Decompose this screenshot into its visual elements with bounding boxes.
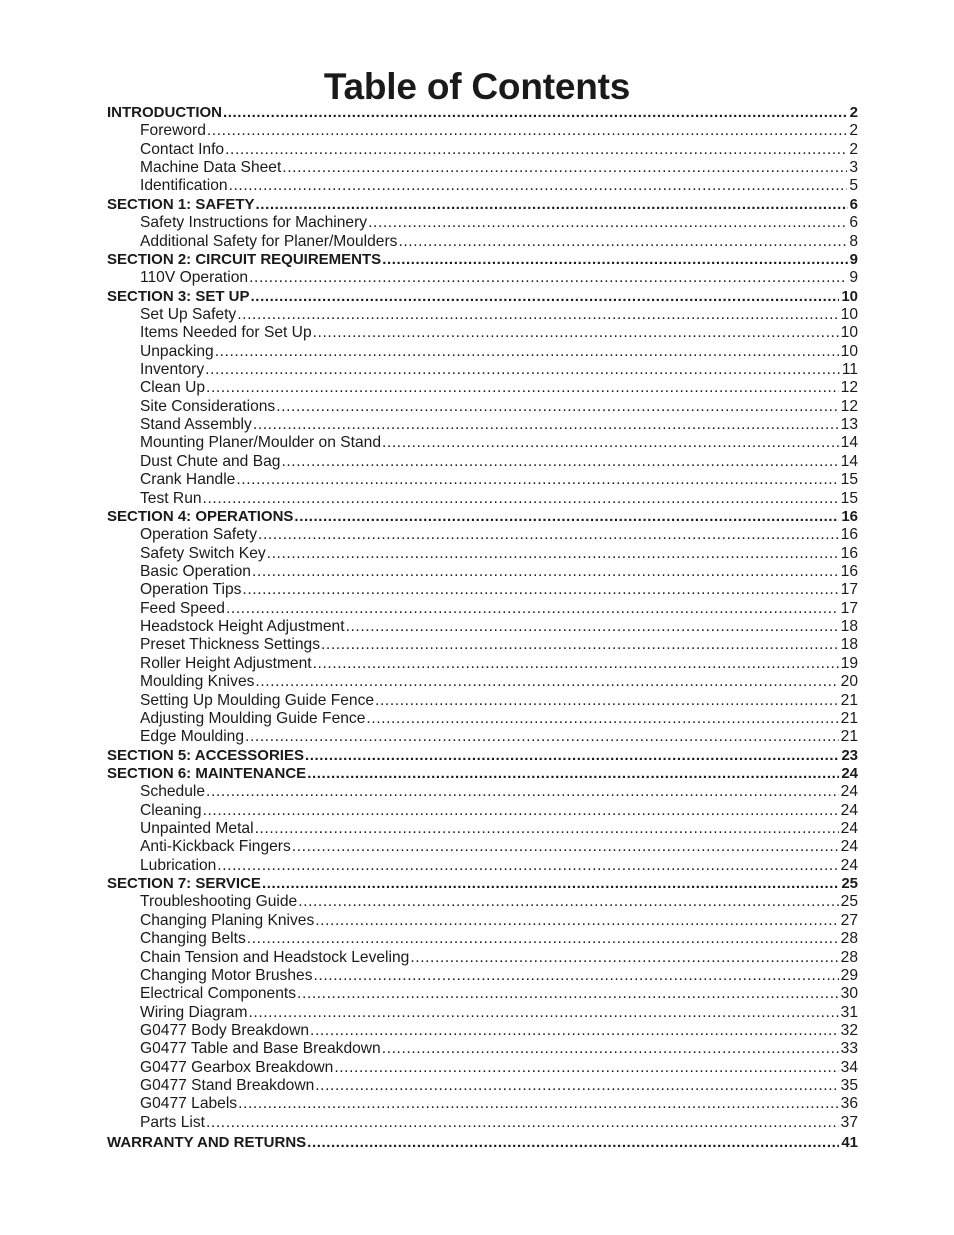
toc-entry-page-number: 15 bbox=[840, 489, 858, 507]
toc-entry-page-number: 32 bbox=[840, 1021, 858, 1039]
toc-entry[interactable] bbox=[107, 269, 858, 287]
toc-dot-leader bbox=[382, 434, 839, 452]
toc-entry-label: SECTION 4: OPERATIONS bbox=[107, 507, 294, 525]
toc-dot-leader bbox=[253, 416, 839, 434]
toc-entry[interactable] bbox=[107, 710, 858, 728]
toc-entry-page-number: 25 bbox=[840, 893, 858, 911]
toc-entry[interactable] bbox=[107, 141, 858, 159]
toc-dot-leader bbox=[267, 545, 839, 563]
toc-entry-label: 110V Operation bbox=[140, 269, 249, 287]
toc-dot-leader bbox=[298, 893, 838, 911]
toc-dot-leader bbox=[206, 1114, 839, 1132]
toc-entry-page-number: 2 bbox=[849, 104, 858, 121]
toc-entry-page-number: 9 bbox=[849, 250, 858, 268]
toc-entry[interactable] bbox=[107, 471, 858, 489]
toc-entry-page-number: 23 bbox=[841, 746, 858, 764]
toc-dot-leader bbox=[223, 104, 848, 122]
toc-entry-label: Chain Tension and Headstock Leveling bbox=[140, 948, 410, 966]
toc-entry-label: Additional Safety for Planer/Moulders bbox=[140, 232, 398, 250]
toc-entry[interactable] bbox=[107, 214, 858, 232]
toc-entry-label: Operation Tips bbox=[140, 581, 242, 599]
toc-dot-leader bbox=[307, 765, 839, 783]
toc-dot-leader bbox=[242, 581, 838, 599]
toc-entry-label: WARRANTY AND RETURNS bbox=[107, 1134, 307, 1152]
toc-entry[interactable] bbox=[107, 122, 858, 140]
toc-entry-page-number: 29 bbox=[840, 966, 858, 984]
toc-entry-page-number: 33 bbox=[840, 1040, 858, 1058]
toc-dot-leader bbox=[256, 196, 848, 214]
toc-entry[interactable] bbox=[107, 765, 858, 783]
toc-dot-leader bbox=[313, 655, 839, 673]
toc-entry-page-number: 3 bbox=[849, 159, 858, 177]
toc-entry-page-number: 16 bbox=[840, 526, 858, 544]
toc-entry-label: SECTION 3: SET UP bbox=[107, 287, 250, 305]
toc-entry-page-number: 34 bbox=[840, 1058, 858, 1076]
toc-entry[interactable] bbox=[107, 857, 858, 875]
table-of-contents bbox=[107, 104, 858, 1152]
toc-entry-label: Electrical Components bbox=[140, 985, 297, 1003]
toc-entry-page-number: 5 bbox=[849, 177, 858, 195]
toc-entry-page-number: 30 bbox=[840, 985, 858, 1003]
toc-entry[interactable] bbox=[107, 783, 858, 801]
toc-entry-label: SECTION 6: MAINTENANCE bbox=[107, 764, 307, 782]
toc-dot-leader bbox=[410, 949, 838, 967]
toc-entry[interactable] bbox=[107, 508, 858, 526]
toc-entry-label: Parts List bbox=[140, 1113, 205, 1131]
toc-dot-leader bbox=[207, 122, 847, 140]
toc-entry-page-number: 24 bbox=[840, 801, 858, 819]
toc-entry-page-number: 19 bbox=[840, 654, 858, 672]
toc-entry-page-number: 31 bbox=[840, 1003, 858, 1021]
toc-entry-label: Basic Operation bbox=[140, 562, 251, 580]
toc-entry-page-number: 18 bbox=[840, 636, 858, 654]
toc-entry[interactable] bbox=[107, 618, 858, 636]
toc-entry-label: Wiring Diagram bbox=[140, 1003, 248, 1021]
toc-entry[interactable] bbox=[107, 1134, 858, 1152]
toc-entry[interactable] bbox=[107, 1004, 858, 1022]
toc-entry[interactable] bbox=[107, 930, 858, 948]
toc-dot-leader bbox=[205, 361, 840, 379]
toc-entry-label: Anti-Kickback Fingers bbox=[140, 838, 291, 856]
toc-entry[interactable] bbox=[107, 912, 858, 930]
toc-entry[interactable] bbox=[107, 563, 858, 581]
toc-entry-page-number: 2 bbox=[849, 140, 858, 158]
toc-entry-page-number: 13 bbox=[840, 416, 858, 434]
toc-entry[interactable] bbox=[107, 324, 858, 342]
toc-entry-label: Crank Handle bbox=[140, 471, 236, 489]
toc-entry-page-number: 36 bbox=[840, 1095, 858, 1113]
toc-entry[interactable] bbox=[107, 673, 858, 691]
toc-entry[interactable] bbox=[107, 379, 858, 397]
toc-entry-label: Foreword bbox=[140, 122, 206, 140]
toc-dot-leader bbox=[292, 838, 839, 856]
toc-entry-page-number: 14 bbox=[840, 452, 858, 470]
toc-entry[interactable] bbox=[107, 893, 858, 911]
toc-entry[interactable] bbox=[107, 949, 858, 967]
toc-entry-label: Clean Up bbox=[140, 379, 206, 397]
toc-entry-label: Feed Speed bbox=[140, 599, 225, 617]
toc-entry-page-number: 6 bbox=[849, 214, 858, 232]
toc-entry[interactable] bbox=[107, 1114, 858, 1132]
page-title: Table of Contents bbox=[323, 66, 631, 107]
toc-entry[interactable] bbox=[107, 655, 858, 673]
toc-dot-leader bbox=[315, 1077, 838, 1095]
toc-entry-page-number: 10 bbox=[840, 324, 858, 342]
toc-entry-label: Set Up Safety bbox=[140, 305, 237, 323]
toc-entry-label: Unpacking bbox=[140, 342, 214, 360]
toc-entry-label: Safety Instructions for Machinery bbox=[140, 214, 368, 232]
toc-entry-page-number: 9 bbox=[849, 269, 858, 287]
toc-entry-page-number: 10 bbox=[840, 342, 858, 360]
toc-entry[interactable] bbox=[107, 545, 858, 563]
toc-dot-leader bbox=[262, 875, 839, 893]
toc-entry-label: Troubleshooting Guide bbox=[140, 893, 298, 911]
toc-dot-leader bbox=[203, 802, 839, 820]
toc-entry-label: Preset Thickness Settings bbox=[140, 636, 320, 654]
toc-entry-label: Dust Chute and Bag bbox=[140, 452, 281, 470]
toc-entry[interactable] bbox=[107, 526, 858, 544]
toc-dot-leader bbox=[229, 177, 848, 195]
toc-entry-page-number: 28 bbox=[840, 930, 858, 948]
toc-entry-page-number: 17 bbox=[840, 581, 858, 599]
toc-entry-label: INTRODUCTION bbox=[107, 104, 222, 121]
toc-dot-leader bbox=[251, 288, 840, 306]
toc-dot-leader bbox=[217, 857, 838, 875]
toc-entry[interactable] bbox=[107, 251, 858, 269]
toc-dot-leader bbox=[307, 1134, 839, 1152]
toc-entry-label: Roller Height Adjustment bbox=[140, 654, 312, 672]
toc-entry-page-number: 8 bbox=[849, 232, 858, 250]
toc-entry-page-number: 12 bbox=[840, 379, 858, 397]
toc-entry-page-number: 18 bbox=[840, 618, 858, 636]
toc-entry-page-number: 24 bbox=[840, 783, 858, 801]
toc-entry-label: Safety Switch Key bbox=[140, 544, 266, 562]
toc-entry-label: Headstock Height Adjustment bbox=[140, 618, 345, 636]
toc-entry[interactable] bbox=[107, 581, 858, 599]
toc-entry-page-number: 16 bbox=[841, 507, 858, 525]
toc-entry-page-number: 6 bbox=[849, 195, 858, 213]
toc-dot-leader bbox=[255, 820, 839, 838]
toc-entry[interactable] bbox=[107, 1077, 858, 1095]
toc-entry-label: Inventory bbox=[140, 361, 205, 379]
toc-entry[interactable] bbox=[107, 692, 858, 710]
toc-entry-label: G0477 Stand Breakdown bbox=[140, 1077, 315, 1095]
toc-entry[interactable] bbox=[107, 159, 858, 177]
toc-dot-leader bbox=[282, 159, 847, 177]
toc-entry-label: G0477 Gearbox Breakdown bbox=[140, 1058, 334, 1076]
toc-dot-leader bbox=[203, 490, 839, 508]
toc-entry-label: Setting Up Moulding Guide Fence bbox=[140, 691, 375, 709]
toc-entry-page-number: 16 bbox=[840, 544, 858, 562]
toc-entry-label: Items Needed for Set Up bbox=[140, 324, 312, 342]
toc-entry-label: Changing Planing Knives bbox=[140, 911, 315, 929]
toc-entry-page-number: 10 bbox=[840, 305, 858, 323]
toc-entry-page-number: 2 bbox=[849, 122, 858, 140]
toc-dot-leader bbox=[368, 214, 847, 232]
toc-entry-label: G0477 Body Breakdown bbox=[140, 1021, 310, 1039]
toc-entry-label: Moulding Knives bbox=[140, 673, 255, 691]
toc-entry[interactable] bbox=[107, 802, 858, 820]
toc-entry-label: G0477 Table and Base Breakdown bbox=[140, 1040, 381, 1058]
toc-entry[interactable] bbox=[107, 177, 858, 195]
toc-dot-leader bbox=[382, 1040, 839, 1058]
toc-dot-leader bbox=[294, 508, 839, 526]
toc-entry[interactable] bbox=[107, 306, 858, 324]
toc-dot-leader bbox=[247, 930, 839, 948]
toc-dot-leader bbox=[314, 967, 839, 985]
toc-entry-label: Schedule bbox=[140, 783, 206, 801]
toc-dot-leader bbox=[346, 618, 839, 636]
toc-entry-label: Lubrication bbox=[140, 856, 217, 874]
toc-entry[interactable] bbox=[107, 747, 858, 765]
toc-entry[interactable] bbox=[107, 1095, 858, 1113]
toc-dot-leader bbox=[315, 912, 838, 930]
toc-entry-page-number: 21 bbox=[840, 728, 858, 746]
toc-dot-leader bbox=[366, 710, 838, 728]
toc-entry-label: Stand Assembly bbox=[140, 416, 252, 434]
toc-entry[interactable] bbox=[107, 434, 858, 452]
toc-dot-leader bbox=[215, 343, 839, 361]
toc-entry-page-number: 24 bbox=[840, 820, 858, 838]
toc-entry[interactable] bbox=[107, 838, 858, 856]
toc-dot-leader bbox=[281, 453, 838, 471]
toc-dot-leader bbox=[252, 563, 839, 581]
toc-entry-page-number: 14 bbox=[840, 434, 858, 452]
toc-dot-leader bbox=[245, 728, 839, 746]
toc-entry-page-number: 28 bbox=[840, 948, 858, 966]
toc-entry-label: Identification bbox=[140, 177, 228, 195]
toc-entry-page-number: 35 bbox=[840, 1077, 858, 1095]
toc-entry[interactable] bbox=[107, 636, 858, 654]
toc-entry-page-number: 24 bbox=[841, 764, 858, 782]
toc-entry[interactable] bbox=[107, 985, 858, 1003]
toc-dot-leader bbox=[382, 251, 847, 269]
toc-entry-page-number: 17 bbox=[840, 599, 858, 617]
toc-entry[interactable] bbox=[107, 728, 858, 746]
toc-entry-label: Mounting Planer/Moulder on Stand bbox=[140, 434, 381, 452]
toc-entry-label: Test Run bbox=[140, 489, 202, 507]
toc-entry[interactable] bbox=[107, 288, 858, 306]
toc-entry[interactable] bbox=[107, 875, 858, 893]
toc-entry[interactable] bbox=[107, 1022, 858, 1040]
toc-entry-label: Unpainted Metal bbox=[140, 820, 254, 838]
toc-entry-page-number: 21 bbox=[840, 691, 858, 709]
toc-entry-label: Operation Safety bbox=[140, 526, 258, 544]
toc-entry[interactable] bbox=[107, 196, 858, 214]
toc-dot-leader bbox=[321, 636, 839, 654]
toc-dot-leader bbox=[297, 985, 839, 1003]
toc-entry[interactable] bbox=[107, 453, 858, 471]
toc-entry[interactable] bbox=[107, 343, 858, 361]
toc-dot-leader bbox=[206, 783, 839, 801]
toc-entry-label: G0477 Labels bbox=[140, 1095, 238, 1113]
toc-entry-page-number: 12 bbox=[840, 397, 858, 415]
toc-dot-leader bbox=[255, 673, 838, 691]
toc-entry-page-number: 24 bbox=[840, 838, 858, 856]
toc-entry-page-number: 25 bbox=[841, 875, 858, 893]
toc-entry[interactable] bbox=[107, 600, 858, 618]
toc-entry-label: Cleaning bbox=[140, 801, 202, 819]
toc-dot-leader bbox=[236, 471, 838, 489]
toc-entry-page-number: 37 bbox=[840, 1113, 858, 1131]
toc-entry-page-number: 10 bbox=[841, 287, 858, 305]
toc-entry[interactable] bbox=[107, 490, 858, 508]
toc-entry-label: SECTION 1: SAFETY bbox=[107, 195, 255, 213]
toc-dot-leader bbox=[334, 1059, 838, 1077]
toc-entry[interactable] bbox=[107, 361, 858, 379]
toc-dot-leader bbox=[248, 1004, 838, 1022]
toc-dot-leader bbox=[238, 1095, 839, 1113]
toc-entry-label: Contact Info bbox=[140, 140, 225, 158]
toc-dot-leader bbox=[258, 526, 839, 544]
toc-entry-label: Changing Motor Brushes bbox=[140, 966, 313, 984]
toc-dot-leader bbox=[225, 141, 847, 159]
toc-dot-leader bbox=[398, 233, 847, 251]
toc-entry-label: SECTION 2: CIRCUIT REQUIREMENTS bbox=[107, 250, 382, 268]
toc-entry-label: Edge Moulding bbox=[140, 728, 245, 746]
toc-entry-label: Adjusting Moulding Guide Fence bbox=[140, 709, 366, 727]
toc-entry-label: SECTION 7: SERVICE bbox=[107, 875, 261, 893]
toc-entry-page-number: 24 bbox=[840, 856, 858, 874]
toc-dot-leader bbox=[305, 747, 839, 765]
toc-dot-leader bbox=[310, 1022, 839, 1040]
toc-entry[interactable] bbox=[107, 398, 858, 416]
toc-entry[interactable] bbox=[107, 104, 858, 122]
toc-dot-leader bbox=[226, 600, 839, 618]
toc-entry-page-number: 41 bbox=[841, 1134, 858, 1152]
toc-entry-page-number: 20 bbox=[840, 673, 858, 691]
toc-dot-leader bbox=[276, 398, 838, 416]
toc-dot-leader bbox=[206, 379, 839, 397]
toc-dot-leader bbox=[237, 306, 838, 324]
toc-entry-page-number: 15 bbox=[840, 471, 858, 489]
toc-entry-label: Changing Belts bbox=[140, 930, 246, 948]
toc-entry-label: SECTION 5: ACCESSORIES bbox=[107, 746, 304, 764]
toc-entry-label: Machine Data Sheet bbox=[140, 159, 282, 177]
toc-entry-label: Site Considerations bbox=[140, 397, 276, 415]
toc-entry[interactable] bbox=[107, 967, 858, 985]
toc-dot-leader bbox=[313, 324, 839, 342]
toc-entry[interactable] bbox=[107, 1059, 858, 1077]
toc-entry[interactable] bbox=[107, 1040, 858, 1058]
toc-entry[interactable] bbox=[107, 416, 858, 434]
toc-entry[interactable] bbox=[107, 233, 858, 251]
toc-entry-page-number: 21 bbox=[840, 709, 858, 727]
toc-entry-page-number: 11 bbox=[841, 361, 858, 379]
toc-dot-leader bbox=[375, 692, 839, 710]
toc-entry-page-number: 27 bbox=[840, 911, 858, 929]
toc-dot-leader bbox=[249, 269, 847, 287]
toc-entry-page-number: 16 bbox=[840, 562, 858, 580]
toc-entry[interactable] bbox=[107, 820, 858, 838]
